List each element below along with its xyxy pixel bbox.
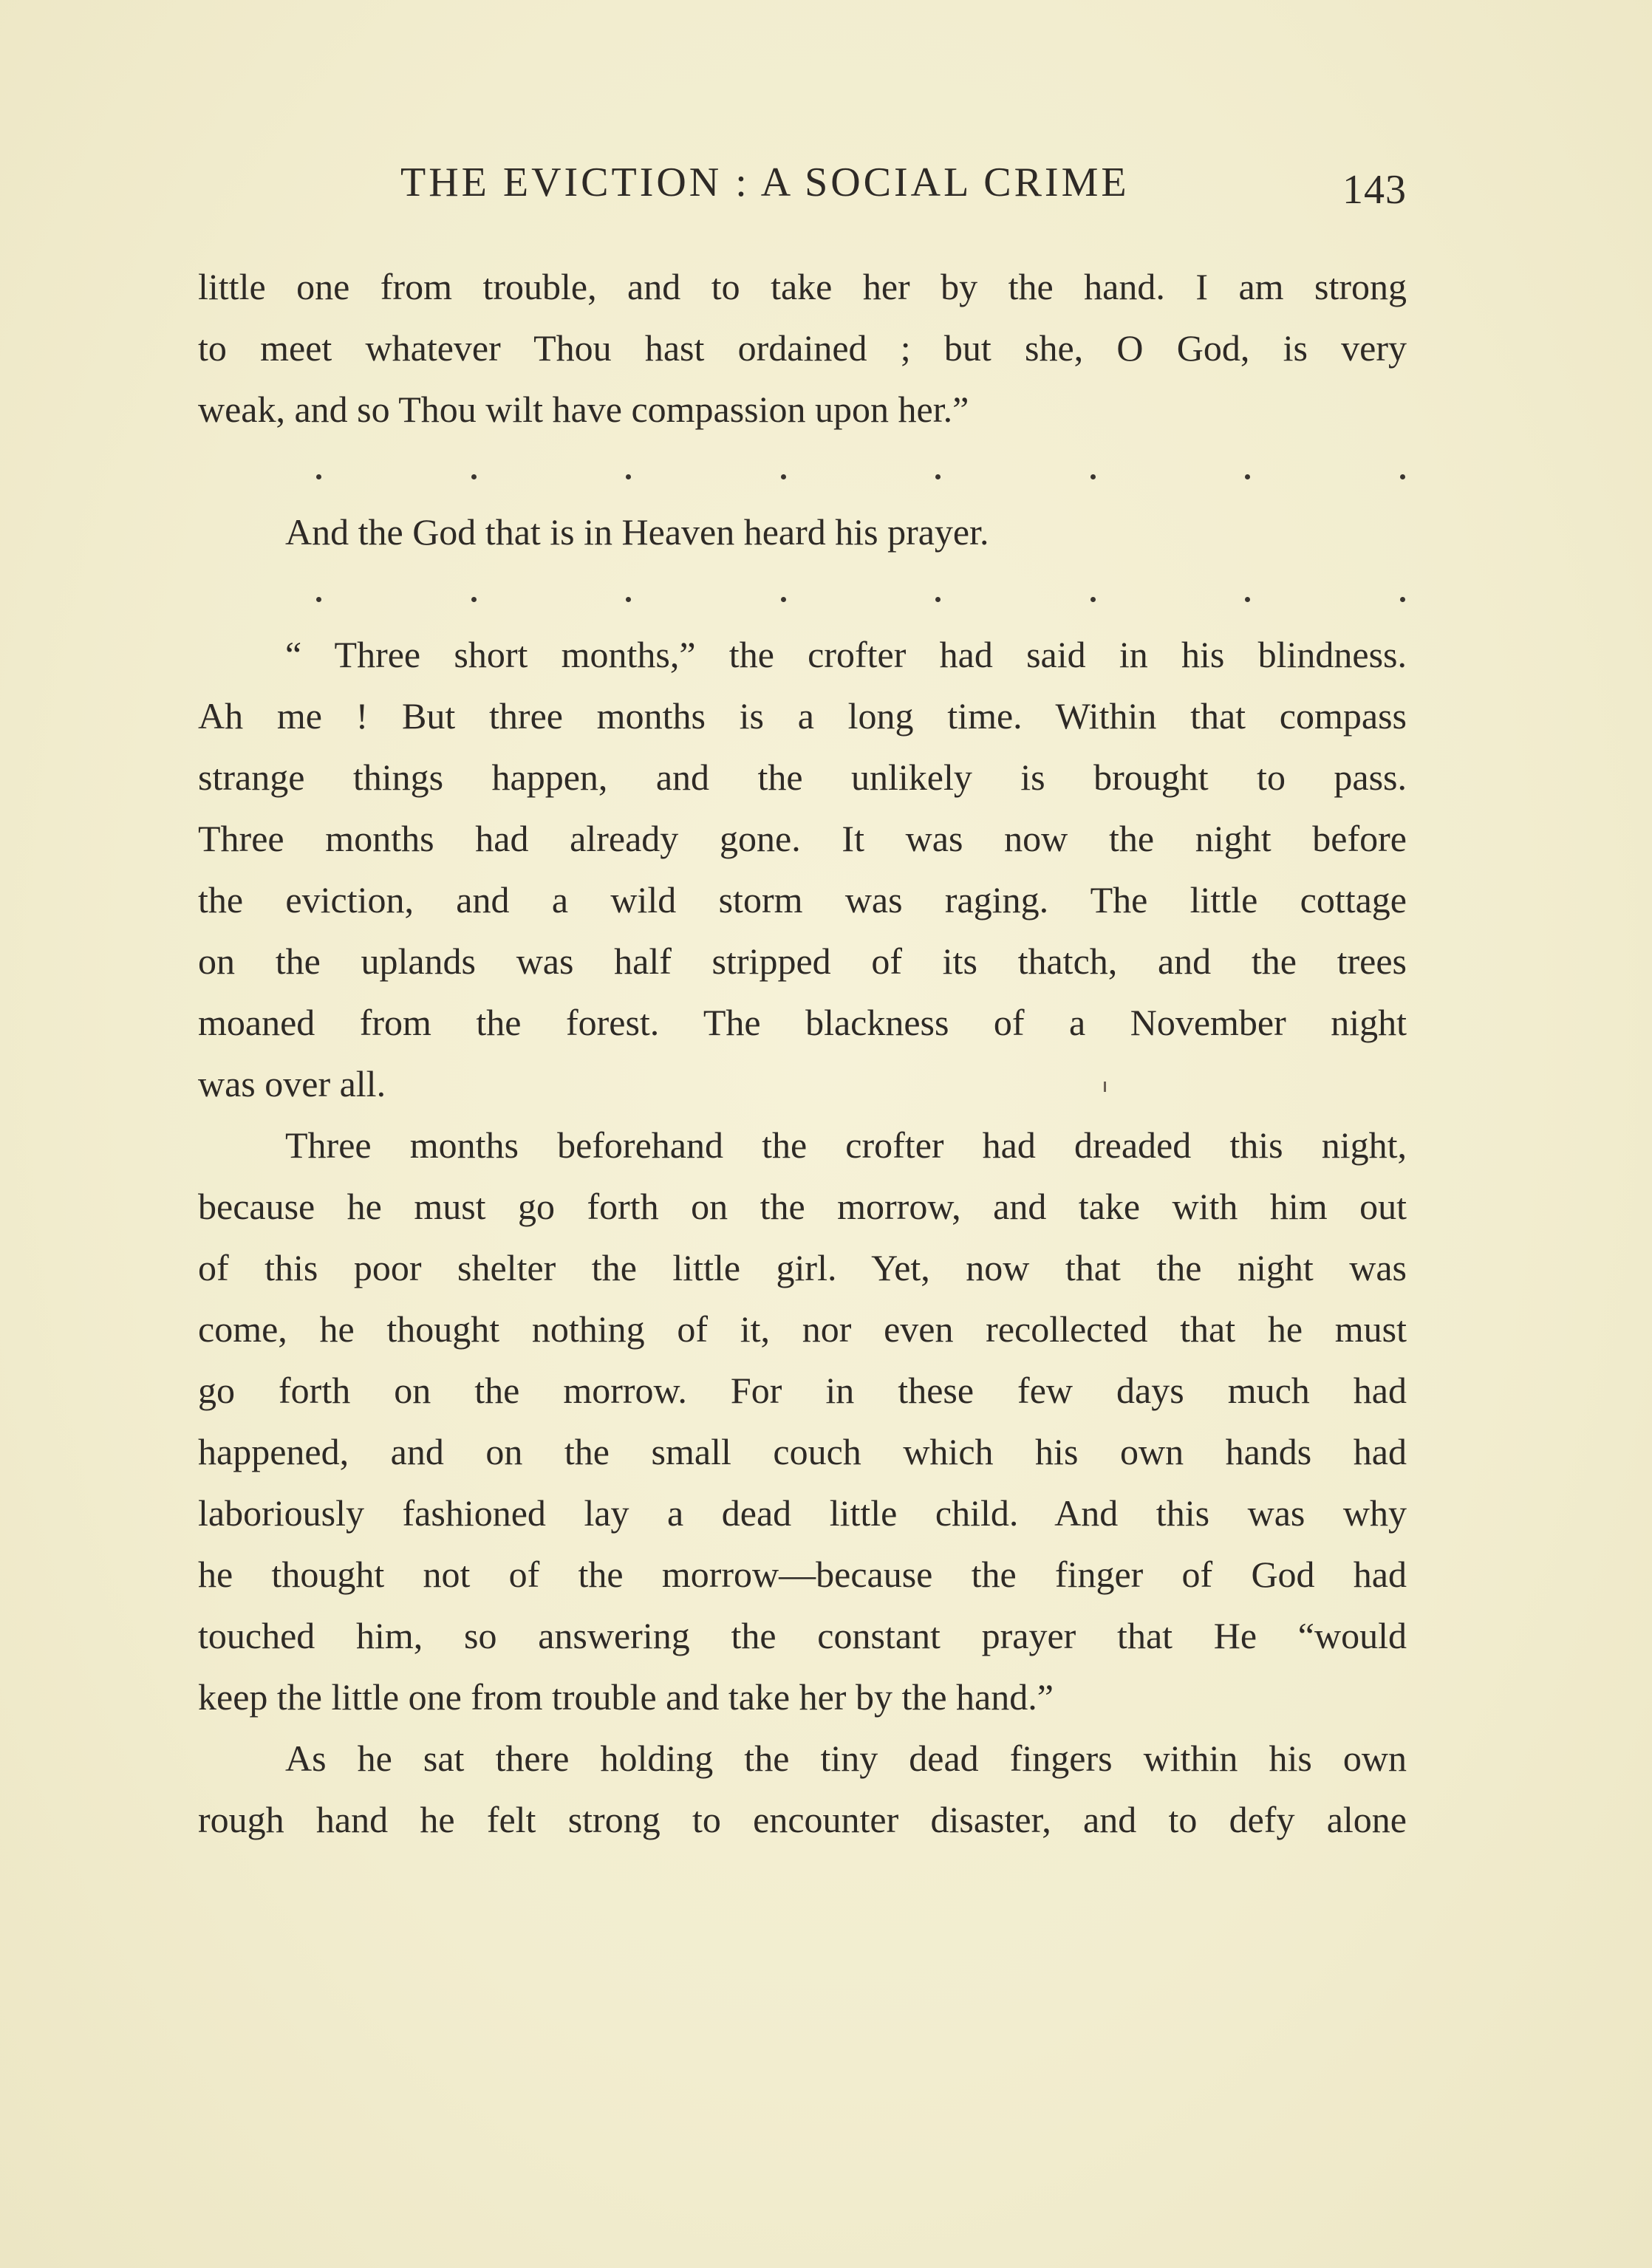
text-line: Three months beforehand the crofter had dreaded this night,: [285, 1124, 1407, 1166]
text-line: on the uplands was half stripped of its thatch, and the trees: [198, 940, 1407, 982]
section-break-dots: [198, 440, 1407, 502]
text-line: weak, and so Thou wilt have compassion upon her.”: [198, 389, 969, 430]
ellipsis-dot: [1245, 474, 1250, 479]
text-line: moaned from the forest. The blackness of a November night: [198, 1002, 1407, 1043]
section-break-dots: [198, 563, 1407, 624]
text-line: the eviction, and a wild storm was raging. The little cottage: [198, 879, 1407, 920]
text-line: go forth on the morrow. For in these few days much had: [198, 1370, 1407, 1411]
print-speck: [1104, 1082, 1106, 1092]
text-line: As he sat there holding the tiny dead fingers within his own: [285, 1738, 1407, 1779]
text-line: to meet whatever Thou hast ordained ; but she, O God, is very: [198, 327, 1407, 369]
ellipsis-dot: [781, 474, 786, 479]
ellipsis-dot: [1245, 597, 1250, 602]
text-line: touched him, so answering the constant prayer that He “would: [198, 1615, 1407, 1656]
text-line: of this poor shelter the little girl. Yet, now that the night was: [198, 1247, 1407, 1288]
text-line: happened, and on the small couch which his own hands had: [198, 1431, 1407, 1472]
ellipsis-dot: [471, 597, 477, 602]
text-line: keep the little one from trouble and take her by the hand.”: [198, 1676, 1054, 1718]
ellipsis-dot: [316, 474, 321, 479]
text-line: And the God that is in Heaven heard his prayer.: [285, 511, 989, 553]
ellipsis-dot: [626, 597, 631, 602]
ellipsis-dot: [1400, 597, 1405, 602]
text-line: Ah me ! But three months is a long time. Within that compass: [198, 695, 1407, 737]
ellipsis-dot: [471, 474, 477, 479]
text-line: “ Three short months,” the crofter had said in his blindness.: [285, 634, 1407, 675]
ellipsis-dot: [935, 597, 941, 602]
body-text: [198, 256, 1407, 1851]
text-line: come, he thought nothing of it, nor even recollected that he must: [198, 1308, 1407, 1350]
ellipsis-dot: [781, 597, 786, 602]
text-line: Three months had already gone. It was now the night before: [198, 818, 1407, 859]
ellipsis-dot: [626, 474, 631, 479]
running-title: THE EVICTION : A SOCIAL CRIME: [400, 160, 1130, 205]
text-line: he thought not of the morrow—because the finger of God had: [198, 1554, 1407, 1595]
ellipsis-dot: [1400, 474, 1405, 479]
text-line: because he must go forth on the morrow, and take with him out: [198, 1186, 1407, 1227]
text-line: was over all.: [198, 1063, 386, 1104]
ellipsis-dot: [1090, 474, 1096, 479]
ellipsis-dot: [935, 474, 941, 479]
text-line: laboriously fashioned lay a dead little child. And this was why: [198, 1492, 1407, 1534]
ellipsis-dot: [316, 597, 321, 602]
ellipsis-dot: [1090, 597, 1096, 602]
running-head: [198, 157, 1407, 213]
text-line: little one from trouble, and to take her by the hand. I am strong: [198, 266, 1407, 307]
page-number: 143: [1342, 167, 1407, 213]
text-line: rough hand he felt strong to encounter disaster, and to defy alone: [198, 1799, 1407, 1840]
text-line: strange things happen, and the unlikely is brought to pass.: [198, 756, 1407, 798]
